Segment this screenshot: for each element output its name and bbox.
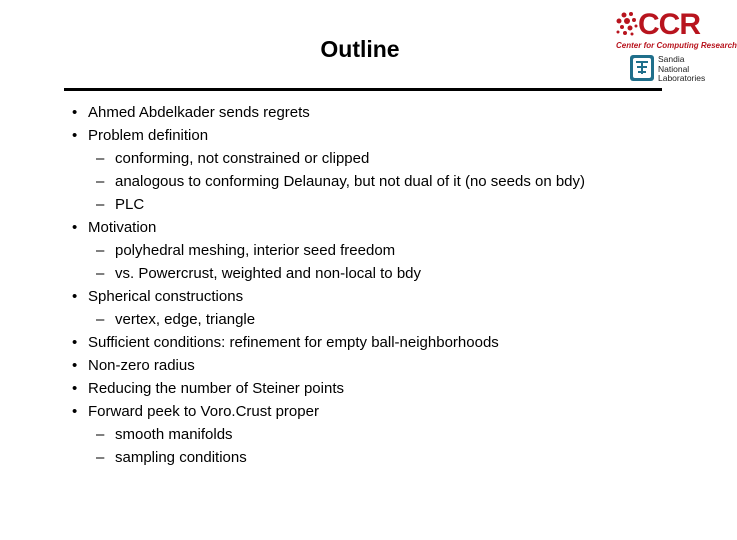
outline-list xyxy=(72,101,585,469)
bullet-dash-icon: – xyxy=(96,196,105,213)
bullet-item xyxy=(72,216,585,239)
bullet-text: Sufficient conditions: refinement for empty ball-neighborhoods xyxy=(88,334,499,351)
bullet-dot-icon: • xyxy=(72,403,78,420)
sandia-logo-line: National xyxy=(658,63,690,74)
bullet-dash-icon: – xyxy=(96,173,105,190)
bullet-item xyxy=(72,285,585,308)
bullet-dot-icon: • xyxy=(72,288,78,305)
title-divider xyxy=(64,88,662,91)
sub-bullet-item xyxy=(72,147,585,170)
sub-bullet-item xyxy=(72,239,585,262)
bullet-text: Forward peek to Voro.Crust proper xyxy=(88,403,319,420)
bullet-dot-icon: • xyxy=(72,219,78,236)
bullet-text: conforming, not constrained or clipped xyxy=(115,150,370,167)
sandia-logo-line: Sandia xyxy=(658,54,685,64)
ccr-logo-mark: CCR xyxy=(638,8,700,41)
bullet-text: PLC xyxy=(115,196,145,213)
bullet-dash-icon: – xyxy=(96,449,105,466)
bullet-item xyxy=(72,331,585,354)
bullet-dot-icon: • xyxy=(72,104,78,121)
sub-bullet-item xyxy=(72,170,585,193)
ccr-logo xyxy=(614,8,737,52)
bullet-dash-icon: – xyxy=(96,150,105,167)
bullet-dot-icon: • xyxy=(72,334,78,351)
bullet-text: smooth manifolds xyxy=(115,426,233,443)
sandia-logo-line: Laboratories xyxy=(658,73,706,83)
bullet-text: polyhedral meshing, interior seed freedom xyxy=(115,242,396,259)
bullet-item xyxy=(72,377,585,400)
bullet-item xyxy=(72,400,585,423)
bullet-text: analogous to conforming Delaunay, but not dual of it (no seeds on bdy) xyxy=(115,173,586,190)
bullet-dash-icon: – xyxy=(96,311,105,328)
sub-bullet-item xyxy=(72,446,585,469)
bullet-text: Non-zero radius xyxy=(88,357,195,374)
bullet-item xyxy=(72,354,585,377)
ccr-dots-icon xyxy=(614,10,640,40)
bullet-text: Spherical constructions xyxy=(88,288,244,305)
sandia-thunderbird-icon xyxy=(630,55,654,81)
bullet-text: Ahmed Abdelkader sends regrets xyxy=(88,104,310,121)
bullet-text: Motivation xyxy=(88,219,157,236)
slide-title: Outline xyxy=(320,36,400,62)
bullet-dash-icon: – xyxy=(96,265,105,282)
bullet-dot-icon: • xyxy=(72,127,78,144)
sub-bullet-item xyxy=(72,308,585,331)
sub-bullet-item xyxy=(72,423,585,446)
bullet-text: vertex, edge, triangle xyxy=(115,311,256,328)
bullet-dot-icon: • xyxy=(72,357,78,374)
sandia-logo-text xyxy=(658,55,705,84)
bullet-dot-icon: • xyxy=(72,380,78,397)
bullet-text: Reducing the number of Steiner points xyxy=(88,380,344,397)
sub-bullet-item xyxy=(72,193,585,216)
bullet-dash-icon: – xyxy=(96,242,105,259)
bullet-item xyxy=(72,124,585,147)
bullet-text: sampling conditions xyxy=(115,449,247,466)
sub-bullet-item xyxy=(72,262,585,285)
sandia-logo xyxy=(630,54,720,84)
bullet-dash-icon: – xyxy=(96,426,105,443)
ccr-logo-subtitle: Center for Computing Research xyxy=(616,41,737,50)
bullet-text: vs. Powercrust, weighted and non-local to bdy xyxy=(115,265,421,282)
bullet-text: Problem definition xyxy=(88,127,209,144)
bullet-item xyxy=(72,101,585,124)
